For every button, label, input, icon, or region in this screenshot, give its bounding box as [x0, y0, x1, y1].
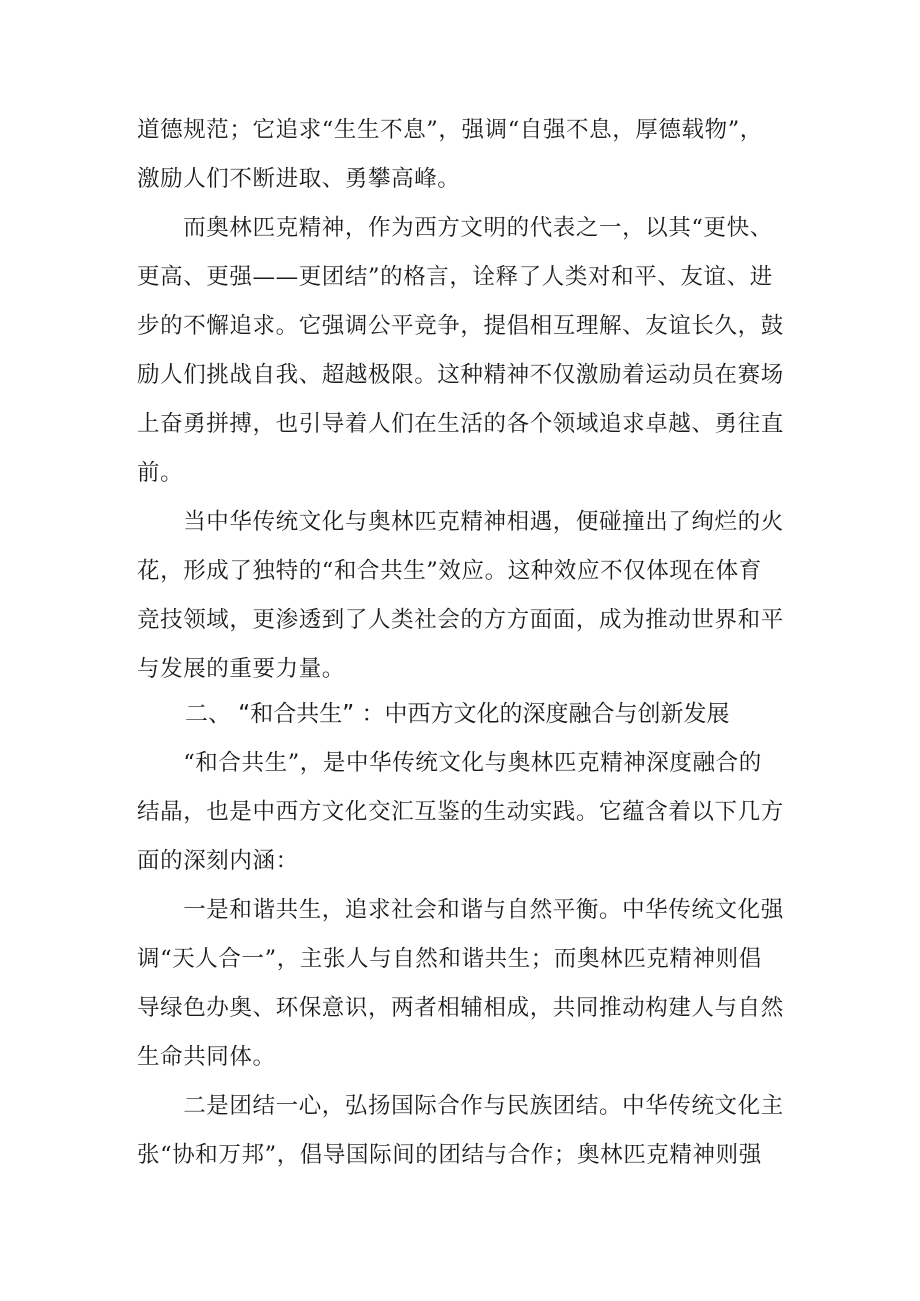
paragraph-line: 一是和谐共生，追求社会和谐与自然平衡。中华传统文化强 [137, 897, 784, 923]
paragraph-line: 更高、更强——更团结”的格言，诠释了人类对和平、友谊、进 [137, 264, 773, 290]
paragraph-line: 而奥林匹克精神，作为西方文明的代表之一，以其“更快、 [137, 215, 773, 241]
paragraph-line: 花，形成了独特的“和合共生”效应。这种效应不仅体现在体育 [137, 558, 762, 584]
paragraph-line: 结晶，也是中西方文化交汇互鉴的生动实践。它蕴含着以下几方 [137, 799, 784, 825]
paragraph-line: 步的不懈追求。它强调公平竞争，提倡相互理解、友谊长久，鼓 [137, 313, 784, 339]
paragraph-line: 导绿色办奥、环保意识，两者相辅相成，共同推动构建人与自然 [137, 995, 784, 1021]
paragraph-line: 前。 [137, 460, 184, 486]
paragraph-line: 上奋勇拼搏，也引导着人们在生活的各个领域追求卓越、勇往直 [137, 411, 784, 437]
paragraph-line: 面的深刻内涵： [137, 848, 299, 874]
paragraph-line: 激励人们不断进取、勇攀高峰。 [137, 166, 461, 192]
section-heading: 二、 “和合共生” ：中西方文化的深度融合与创新发展 [185, 701, 730, 727]
paragraph-line: 当中华传统文化与奥林匹克精神相遇，便碰撞出了绚烂的火 [137, 509, 784, 535]
paragraph-line: 二是团结一心，弘扬国际合作与民族团结。中华传统文化主 [137, 1093, 784, 1119]
paragraph-line: 调“天人合一”，主张人与自然和谐共生；而奥林匹克精神则倡 [137, 946, 762, 972]
paragraph-line: 道德规范；它追求“生生不息”，强调“自强不息，厚德载物”， [137, 117, 763, 143]
paragraph-line: 张“协和万邦”，倡导国际间的团结与合作；奥林匹克精神则强 [137, 1142, 762, 1168]
paragraph-line: 励人们挑战自我、超越极限。这种精神不仅激励着运动员在赛场 [137, 362, 784, 388]
paragraph-line: 生命共同体。 [137, 1044, 276, 1070]
paragraph-line: 竞技领域，更渗透到了人类社会的方方面面，成为推动世界和平 [137, 607, 784, 633]
paragraph-line: 与发展的重要力量。 [137, 656, 345, 682]
paragraph-line: “和合共生”，是中华传统文化与奥林匹克精神深度融合的 [137, 750, 762, 776]
